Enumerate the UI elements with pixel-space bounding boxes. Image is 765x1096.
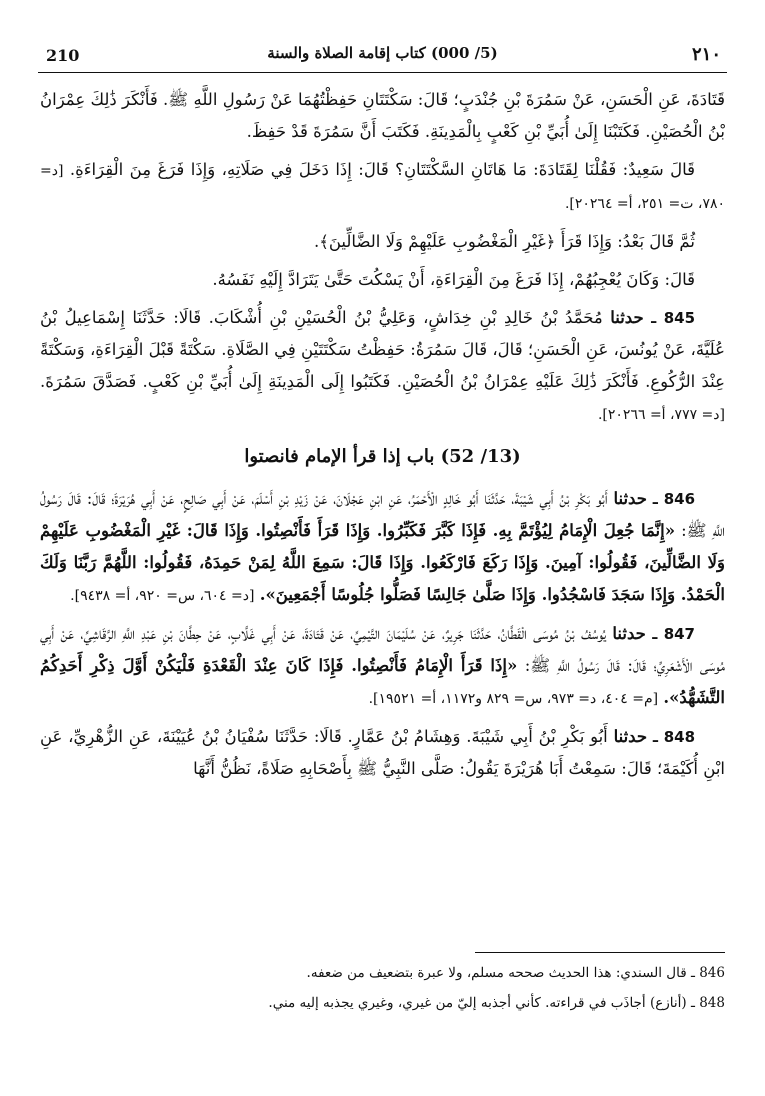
paragraph-liked: قَالَ: وَكَانَ يُعْجِبُهُمْ، إِذَا فَرَغَ مِنَ الْقِرَاءَةِ، أَنْ يَسْكُتَ حَتَّىٰ يَتَرَادَّ إِلَيْهِ نَفَسُهُ. — [212, 270, 695, 289]
hadith-reference: [م= ٤٠٤، د= ٩٧٣، س= ٨٢٩ و١١٧٢، أ= ١٩٥٢١]. — [368, 691, 659, 707]
hadith-label: حدثنا — [613, 727, 648, 746]
hadith-847 — [40, 618, 725, 715]
hadith-label: حدثنا — [610, 308, 644, 327]
hadith-matn: «إِنَّمَا جُعِلَ الْإِمَامُ لِيُؤْتَمَّ بِهِ. فَإِذَا كَبَّرَ فَكَبِّرُوا. وَإِذَا قَرَأَ فَأَنْصِتُوا. وَإِذَا قَالَ: غَيْرِ الْمَغْضُوبِ عَلَيْهِمْ وَلَا الضَّالِّينَ، فَقُولُوا: آمِينَ. وَإِذَا رَكَعَ فَارْكَعُوا. وَإِذَا قَالَ: سَمِعَ اللَّهُ لِمَنْ حَمِدَهُ، فَقُولُوا: اللَّهُمَّ رَبَّنَا وَلَكَ الْحَمْدُ. وَإِذَا سَجَدَ فَاسْجُدُوا. وَإِذَا صَلَّىٰ جَالِسًا فَصَلُّوا جُلُوسًا أَجْمَعِينَ». — [40, 521, 725, 604]
paragraph-said-text: قَالَ سَعِيدٌ: فَقُلْنَا لِقَتَادَةَ: مَا هَاتَانِ السَّكْتَتَانِ؟ قَالَ: إِذَا دَخَلَ فِي صَلَاتِهِ، وَإِذَا فَرَغَ مِنَ الْقِرَاءَةِ. — [69, 160, 696, 179]
hadith-label: حدثنا — [612, 624, 646, 643]
hadith-reference: [د= ٧٧٧، أ= ٢٠٢٦٦]. — [597, 407, 725, 423]
page-number-latin: 210 — [46, 46, 80, 65]
hadith-number: 848 ـ — [652, 728, 696, 746]
hadith-848 — [40, 721, 725, 785]
hadith-number: 845 ـ — [651, 309, 696, 327]
paragraph-said — [40, 154, 725, 220]
hadith-text: يُوسُفُ بْنُ مُوسَى الْقَطَّانُ، حَدَّثَنَا جَرِيرٌ، عَنْ سُلَيْمَانَ التَّيْمِيِّ، عَنْ قَتَادَةَ، عَنْ أَبِي غَلَّابٍ، عَنْ حِطَّانَ بْنِ عَبْدِ اللَّهِ الرَّقَاشِيِّ، عَنْ أَبِي مُوسَى الْأَشْعَرِيِّ؛ قَالَ: قَالَ رَسُولُ اللَّهِ ﷺ: — [40, 624, 725, 675]
hadith-number: 846 ـ — [652, 490, 696, 508]
hadith-text: أَبُو بَكْرِ بْنُ أَبِي شَيْبَةَ. وَهِشَامُ بْنُ عَمَّارٍ. قَالَا: حَدَّثَنَا سُفْيَانُ بْنُ عُيَيْنَةَ، عَنِ الزُّهْرِيِّ، عَنِ ابْنِ أُكَيْمَةَ؛ قَالَ: سَمِعْتُ أَبَا هُرَيْرَةَ يَقُولُ: صَلَّى النَّبِيُّ ﷺ بِأَصْحَابِهِ صَلَاةً، نَظُنُّ أَنَّهَا — [40, 727, 725, 778]
footnote-846: 846 ـ قال السندي: هذا الحديث صححه مسلم، ولا عبرة بتضعيف من ضعفه. — [306, 965, 725, 981]
hadith-matn: «إِذَا قَرَأَ الْإِمَامُ فَأَنْصِتُوا. فَإِذَا كَانَ عِنْدَ الْقَعْدَةِ فَلْيَكُنْ أَوَّلَ ذِكْرِ أَحَدِكُمُ التَّشَهُّدُ». — [40, 656, 725, 707]
footnote-848: 848 ـ (أنازع) أجاذَب في قراءته. كأني أجذبه إليّ من غيري، وغيري يجذبه إليه مني. — [268, 995, 725, 1011]
hadith-text: مُحَمَّدُ بْنُ خَالِدِ بْنِ خِدَاشٍ، وَعَلِيُّ بْنُ الْحُسَيْنِ بْنِ أُشْكَابَ. قَالَا: حَدَّثَنَا إِسْمَاعِيلُ بْنُ عُلَيَّةَ، عَنْ يُونُسَ، عَنِ الْحَسَنِ؛ قَالَ، قَالَ سَمُرَةُ: حَفِظْتُ سَكْتَتَيْنِ فِي الصَّلَاةِ. سَكْتَةً قَبْلَ الْقِرَاءَةِ، وَسَكْتَةً عِنْدَ الرُّكُوعِ. فَأَنْكَرَ ذَٰلِكَ عَلَيْهِ عِمْرَانُ بْنُ الْحُصَيْنِ. فَكَتَبُوا إِلَى الْمَدِينَةِ إِلَىٰ أُبَيِّ بْنِ كَعْبٍ. فَصَدَّقَ سَمُرَةَ. — [40, 308, 725, 391]
hadith-846 — [40, 483, 725, 612]
footnotes — [40, 958, 725, 1018]
paragraph-continuation: قَتَادَةَ، عَنِ الْحَسَنِ، عَنْ سَمُرَةَ بْنِ جُنْدَبٍ؛ قَالَ: سَكْتَتَانِ حَفِظْتُهُمَا عَنْ رَسُولِ اللَّهِ ﷺ. فَأَنْكَرَ ذَٰلِكَ عِمْرَانُ بْنُ الْحُصَيْنِ. فَكَتَبْنَا إِلَىٰ أُبَيِّ بْنِ كَعْبٍ بِالْمَدِينَةِ. فَكَتَبَ أَنَّ سَمُرَةَ قَدْ حَفِظَ. — [40, 90, 725, 141]
hadith-label: حدثنا — [613, 489, 647, 508]
chapter-title: (13/ 52) باب إذا قرأ الإمام فانصتوا — [244, 446, 521, 467]
running-title: (5/ 000) كتاب إقامة الصلاة والسنة — [267, 44, 498, 62]
page-header — [38, 38, 727, 73]
page-number-arabic: ٢١٠ — [691, 44, 721, 65]
hadith-number: 847 ـ — [652, 625, 695, 643]
footnote-divider — [475, 952, 725, 953]
reference-p2: [د= ٧٨٠، ت= ٢٥١، أ= ٢٠٢٦٤]. — [40, 163, 725, 212]
paragraph-then: ثُمَّ قَالَ بَعْدُ: وَإِذَا قَرَأَ ﴿غَيْرِ الْمَغْضُوبِ عَلَيْهِمْ وَلَا الضَّالِّينَ﴾. — [313, 232, 695, 251]
main-text — [40, 84, 725, 791]
hadith-reference: [د= ٦٠٤، س= ٩٢٠، أ= ٩٤٣٨]. — [70, 588, 255, 604]
hadith-845 — [40, 302, 725, 431]
hadith-text: أَبُو بَكْرِ بْنُ أَبِي شَيْبَةَ، حَدَّثَنَا أَبُو خَالِدٍ الْأَحْمَرُ، عَنِ ابْنِ عَجْلَانَ، عَنْ زَيْدِ بْنِ أَسْلَمَ، عَنْ أَبِي صَالِحٍ، عَنْ أَبِي هُرَيْرَةَ؛ قَالَ: قَالَ رَسُولُ اللَّهِ ﷺ: — [40, 489, 725, 540]
